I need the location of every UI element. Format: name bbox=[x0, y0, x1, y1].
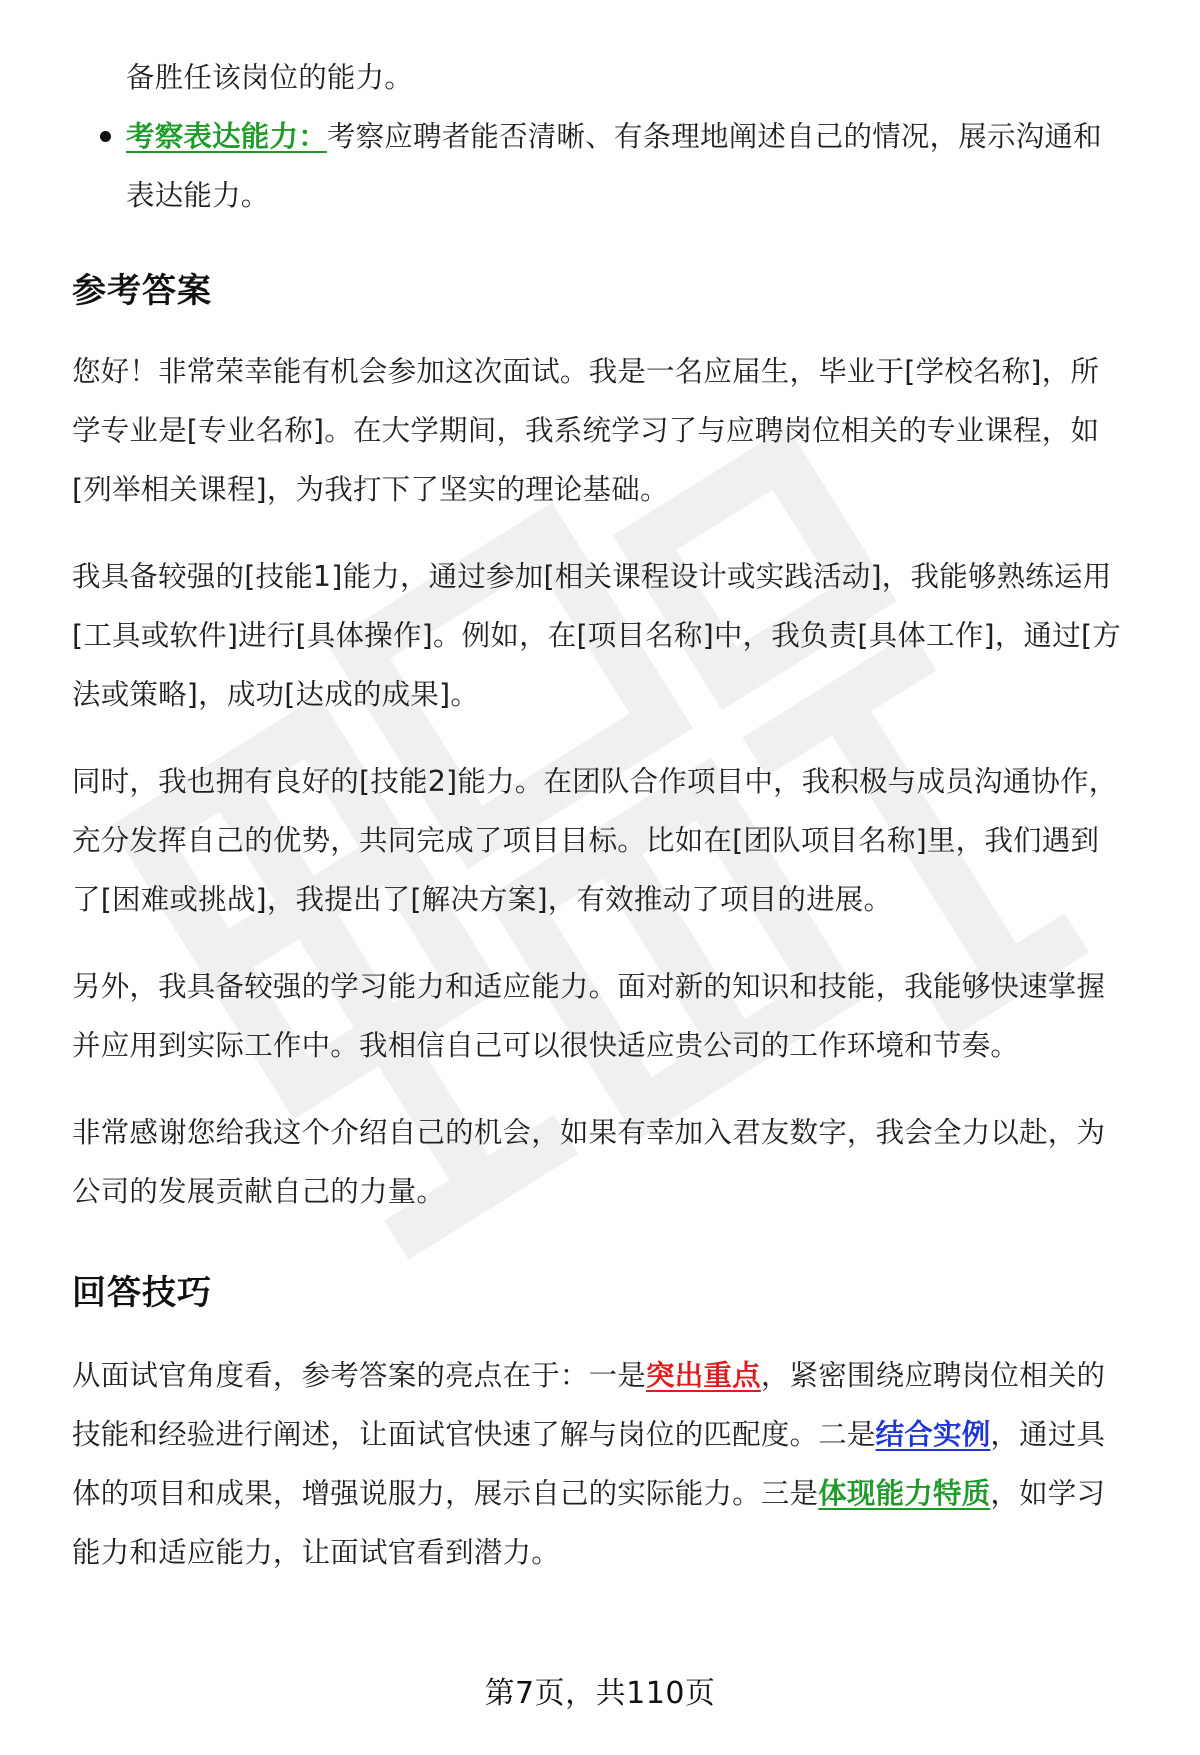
paragraph-line: 公司的发展贡献自己的力量。 bbox=[72, 1175, 446, 1208]
highlight-ability-traits: 体现能力特质 bbox=[818, 1477, 991, 1510]
answer-paragraph-4 bbox=[72, 957, 1147, 1075]
bullet-text: 考察应聘者能否清晰、有条理地阐述自己的情况，展示沟通和 bbox=[326, 120, 1102, 153]
tips-text: ，通过具 bbox=[990, 1418, 1106, 1451]
bullet-dot-icon bbox=[100, 131, 111, 142]
main-content bbox=[72, 48, 1147, 1582]
answer-paragraph-3 bbox=[72, 752, 1147, 929]
answer-tips-heading: 回答技巧 bbox=[72, 1273, 212, 1313]
paragraph-line: 并应用到实际工作中。我相信自己可以很快适应贵公司的工作环境和节奏。 bbox=[72, 1029, 1020, 1062]
paragraph-line: [工具或软件]进行[具体操作]。例如，在[项目名称]中，我负责[具体工作]，通过[方 bbox=[72, 619, 1121, 652]
bullet-label: 考察表达能力： bbox=[126, 120, 327, 153]
tips-line-4: 能力和适应能力，让面试官看到潜力。 bbox=[72, 1536, 560, 1569]
paragraph-line: 充分发挥自己的优势，共同完成了项目目标。比如在[团队项目名称]里，我们遇到 bbox=[72, 824, 1100, 857]
paragraph-line: 了[困难或挑战]，我提出了[解决方案]，有效推动了项目的进展。 bbox=[72, 883, 893, 916]
bullet-list-item bbox=[72, 107, 1147, 225]
paragraph-line: [列举相关课程]，为我打下了坚实的理论基础。 bbox=[72, 473, 669, 506]
answer-paragraph-1 bbox=[72, 342, 1147, 519]
page-number-footer: 第7页，共110页 bbox=[484, 1676, 716, 1711]
highlight-key-point: 突出重点 bbox=[646, 1359, 761, 1392]
paragraph-line: 同时，我也拥有良好的[技能2]能力。在团队合作项目中，我积极与成员沟通协作， bbox=[72, 765, 1118, 798]
tips-text: 从面试官角度看，参考答案的亮点在于：一是 bbox=[72, 1359, 647, 1392]
bullet-text-line2: 表达能力。 bbox=[126, 179, 270, 212]
paragraph-line: 法或策略]，成功[达成的成果]。 bbox=[72, 678, 480, 711]
tips-text: ，紧密围绕应聘岗位相关的 bbox=[760, 1359, 1106, 1392]
reference-answer-heading: 参考答案 bbox=[72, 271, 212, 311]
tips-text: 技能和经验进行阐述，让面试官快速了解与岗位的匹配度。二是 bbox=[72, 1418, 876, 1451]
tips-line-1 bbox=[72, 1346, 1147, 1405]
tips-text: ，如学习 bbox=[990, 1477, 1106, 1510]
answer-paragraph-2 bbox=[72, 547, 1147, 724]
tips-line-2 bbox=[72, 1405, 1147, 1464]
paragraph-line: 我具备较强的[技能1]能力，通过参加[相关课程设计或实践活动]，我能够熟练运用 bbox=[72, 560, 1112, 593]
paragraph-line: 另外，我具备较强的学习能力和适应能力。面对新的知识和技能，我能够快速掌握 bbox=[72, 970, 1106, 1003]
tips-paragraph bbox=[72, 1346, 1147, 1582]
tips-line-3 bbox=[72, 1464, 1147, 1523]
highlight-examples: 结合实例 bbox=[875, 1418, 991, 1451]
paragraph-line: 非常感谢您给我这个介绍自己的机会，如果有幸加入君友数字，我会全力以赴，为 bbox=[72, 1116, 1106, 1149]
paragraph-line: 您好！非常荣幸能有机会参加这次面试。我是一名应届生，毕业于[学校名称]，所 bbox=[72, 355, 1100, 388]
tips-text: 体的项目和成果，增强说服力，展示自己的实际能力。三是 bbox=[72, 1477, 819, 1510]
paragraph-line: 学专业是[专业名称]。在大学期间，我系统学习了与应聘岗位相关的专业课程，如 bbox=[72, 414, 1100, 447]
intro-continuation-text: 备胜任该岗位的能力。 bbox=[126, 61, 414, 94]
answer-paragraph-5 bbox=[72, 1103, 1147, 1221]
